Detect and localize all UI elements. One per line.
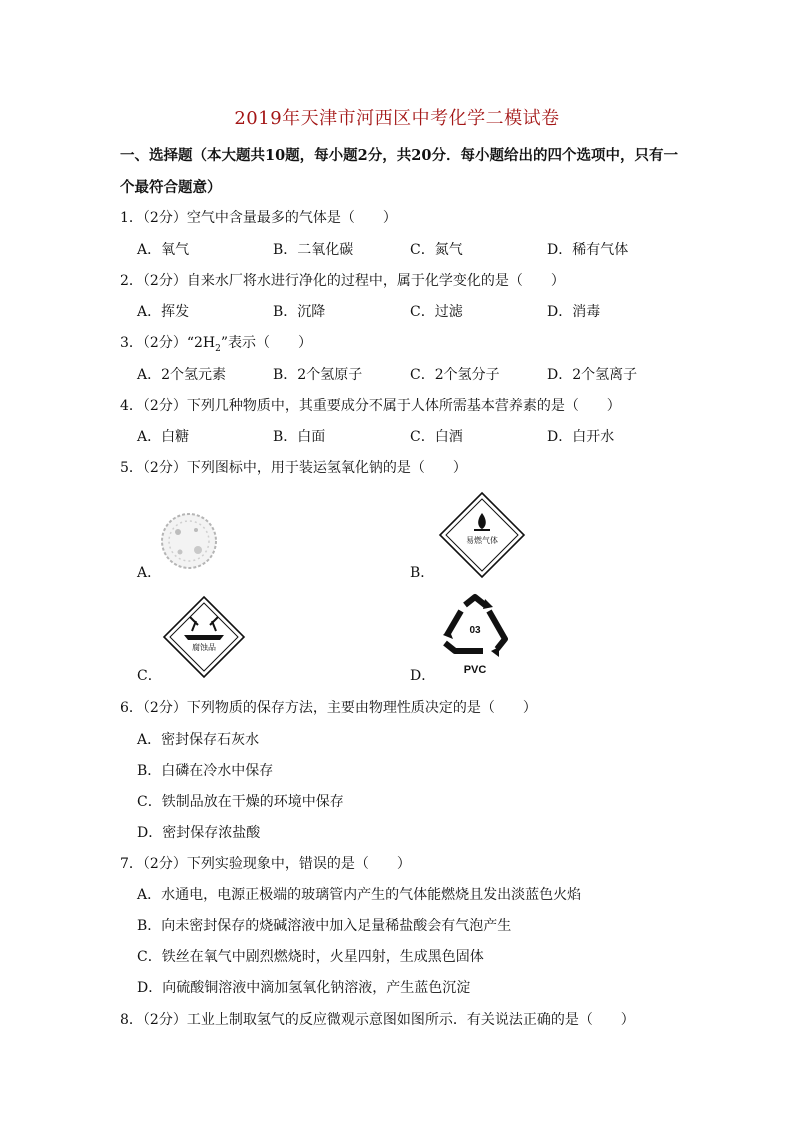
q5-option-a: A． [137,565,162,581]
q6-option-a: A．密封保存石灰水 [137,732,260,748]
q2-option-d: D．消毒 [547,304,601,320]
q7-option-a: A．水通电，电源正极端的玻璃管内产生的气体能燃烧且发出淡蓝色火焰 [137,887,582,903]
q3-option-d: D．2个氢离子 [547,367,638,383]
question-4-stem: 4．（2分）下列几种物质中，其重要成分不属于人体所需基本营养素的是（ ） [120,398,621,414]
q5-sign-c-label: 腐蚀品 [192,643,216,652]
page-title: 2019年天津市河西区中考化学二模试卷 [234,108,560,129]
q5-sign-b-flammable-gas-diamond [438,491,526,579]
question-5-stem: 5．（2分）下列图标中，用于装运氢氧化钠的是（ ） [120,460,467,476]
q7-option-d: D．向硫酸铜溶液中滴加氢氧化钠溶液，产生蓝色沉淀 [137,980,471,996]
question-7-stem: 7．（2分）下列实验现象中，错误的是（ ） [120,856,411,872]
q3-option-b: B．2个氢原子 [273,367,363,383]
question-6-stem: 6．（2分）下列物质的保存方法，主要由物理性质决定的是（ ） [120,700,537,716]
q3-stem-pre: 3．（2分）“2H [120,335,216,351]
q5-sign-d-code: 03 [469,625,481,636]
q5-option-c: C． [137,668,162,684]
q2-option-b: B．沉降 [273,304,326,320]
question-2-stem: 2．（2分）自来水厂将水进行净化的过程中，属于化学变化的是（ ） [120,273,565,289]
q7-option-c: C．铁丝在氧气中剧烈燃烧时，火星四射，生成黑色固体 [137,949,484,965]
q3-option-c: C．2个氢分子 [410,367,500,383]
q3-option-a: A．2个氢元素 [137,367,227,383]
q2-option-c: C．过滤 [410,304,463,320]
recycle-icon [445,597,505,651]
q4-option-b: B．白面 [273,429,326,445]
q4-option-c: C．白酒 [410,429,463,445]
q1-option-a: A．氧气 [137,242,190,258]
q6-option-d: D．密封保存浓盐酸 [137,825,261,841]
question-1-stem: 1．（2分）空气中含量最多的气体是（ ） [120,210,397,226]
q5-option-d: D． [410,668,436,684]
q7-option-b: B．向未密封保存的烧碱溶液中加入足量稀盐酸会有气泡产生 [137,918,512,934]
q5-sign-d-label: PVC [463,664,487,676]
q5-sign-b-label: 易燃气体 [466,536,498,545]
q1-option-d: D．稀有气体 [547,242,629,258]
q5-sign-c-corrosive-diamond [162,595,246,679]
q4-option-d: D．白开水 [547,429,615,445]
q5-option-b: B． [410,565,435,581]
q6-option-c: C．铁制品放在干燥的环境中保存 [137,794,344,810]
q1-option-c: C．氮气 [410,242,463,258]
question-3-stem [120,332,312,354]
q5-sign-d-recycle-pvc [435,593,515,679]
q6-option-b: B．白磷在冷水中保存 [137,763,274,779]
section-heading-line-2: 个最符合题意） [120,179,222,196]
q4-option-a: A．白糖 [137,429,190,445]
q3-stem-subscript: 2 [215,343,221,354]
section-heading-line-1: 一、选择题（本大题共10题，每小题2分，共20分．每小题给出的四个选项中，只有一 [120,147,678,164]
q5-sign-a-round-stamp-image [158,510,220,572]
q1-option-b: B．二氧化碳 [273,242,354,258]
question-8-stem: 8．（2分）工业上制取氢气的反应微观示意图如图所示．有关说法正确的是（ ） [120,1012,635,1028]
q2-option-a: A．挥发 [137,304,190,320]
q3-stem-post: ”表示（ ） [220,335,312,351]
